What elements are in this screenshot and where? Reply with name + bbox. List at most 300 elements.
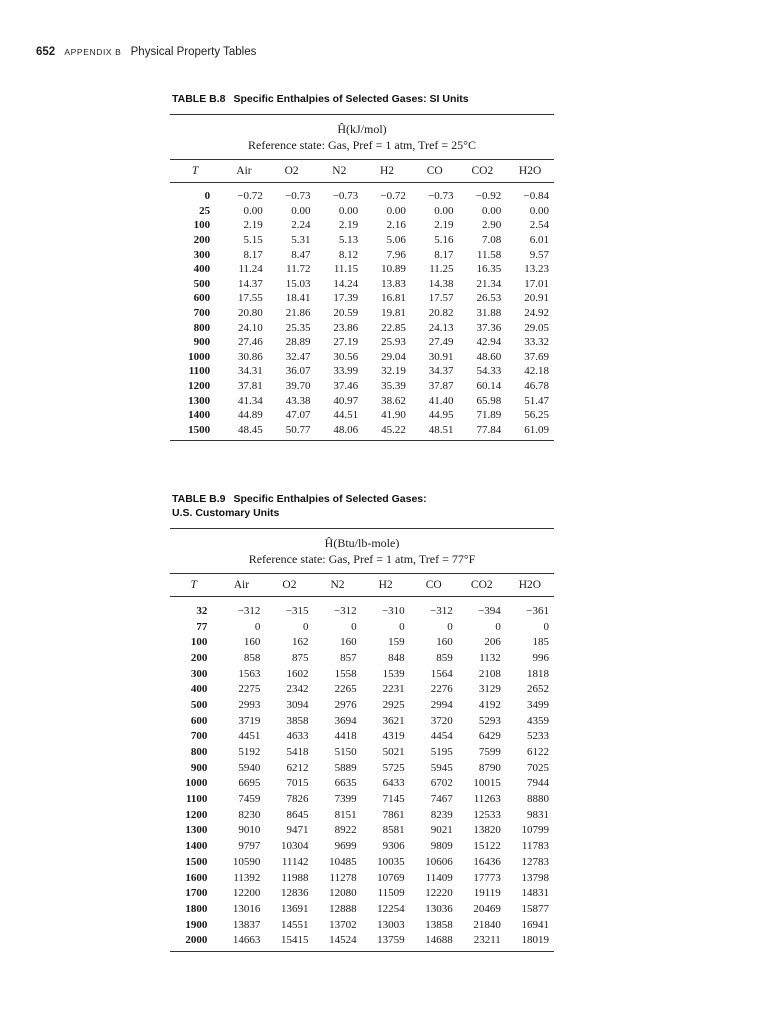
enthalpy-cell: 48.51 [428,423,454,436]
column-header: H2 [378,579,393,591]
temperature-cell: 1700 [185,887,208,900]
enthalpy-cell: −0.73 [428,190,454,203]
enthalpy-cell: 5.31 [291,234,311,247]
enthalpy-cell: 13.83 [381,277,406,290]
table-b9 [170,528,554,952]
enthalpy-cell: 50.77 [285,423,311,436]
enthalpy-cell: −361 [526,604,549,617]
temperature-cell: 1000 [188,350,211,363]
table-row [170,870,554,886]
enthalpy-cell: 37.69 [524,350,549,363]
enthalpy-cell: 5.06 [386,234,406,247]
enthalpy-cell: 33.32 [524,336,549,349]
enthalpy-cell: 40.97 [333,394,359,407]
temperature-cell: 1100 [188,365,211,378]
table-row [170,247,554,262]
enthalpy-cell: 160 [243,636,261,649]
enthalpy-cell: −315 [285,604,309,617]
enthalpy-cell: 7399 [334,793,357,806]
enthalpy-cell: 0 [495,620,501,633]
enthalpy-cell: 46.78 [524,380,549,393]
temperature-cell: 1500 [185,855,208,868]
enthalpy-cell: 7025 [527,761,549,774]
enthalpy-cell: 16436 [473,855,501,868]
enthalpy-cell: 14524 [329,934,357,947]
enthalpy-cell: 4418 [334,730,357,743]
enthalpy-cell: −394 [478,604,501,617]
enthalpy-cell: 34.31 [238,365,263,378]
enthalpy-cell: 1602 [286,667,309,680]
table-row [170,423,554,441]
enthalpy-cell: 65.98 [476,394,502,407]
temperature-cell: 1400 [188,409,211,422]
enthalpy-cell: 159 [388,636,405,649]
enthalpy-cell: 857 [340,651,357,664]
enthalpy-cell: 4451 [238,730,261,743]
enthalpy-cell: 7.08 [481,234,502,247]
enthalpy-cell: 0 [447,620,453,633]
enthalpy-cell: 1564 [430,667,453,680]
enthalpy-cell: 44.51 [333,409,359,422]
enthalpy-cell: 43.38 [285,394,311,407]
enthalpy-cell: 2108 [478,667,501,680]
table-row [170,183,554,204]
enthalpy-cell: 15877 [521,902,549,915]
enthalpy-cell: 33.99 [333,365,359,378]
enthalpy-cell: 3129 [478,683,501,696]
enthalpy-cell: 21.34 [476,277,502,290]
column-header: T [190,579,197,591]
enthalpy-cell: 32.47 [285,350,311,363]
temperature-cell: 1200 [185,808,208,821]
enthalpy-cell: 9306 [382,840,405,853]
temperature-cell: 500 [193,277,211,290]
table-row [170,204,554,219]
table-row [170,335,554,350]
enthalpy-cell: 11.72 [286,263,311,276]
enthalpy-cell: 16941 [521,918,549,931]
enthalpy-cell: 11392 [233,871,261,884]
enthalpy-cell: −312 [333,604,357,617]
enthalpy-cell: 14551 [281,918,309,931]
enthalpy-cell: 26.53 [476,292,502,305]
enthalpy-cell: 13.23 [524,263,549,276]
enthalpy-cell: 77.84 [476,423,502,436]
enthalpy-cell: 12080 [329,887,357,900]
temperature-cell: 600 [193,292,211,305]
enthalpy-cell: 42.94 [476,336,502,349]
enthalpy-cell: 0.00 [338,204,359,217]
enthalpy-cell: 37.46 [333,380,359,393]
enthalpy-cell: 875 [292,651,309,664]
temperature-cell: 1300 [188,394,211,407]
enthalpy-cell: 18019 [521,934,549,947]
table-row [170,838,554,854]
enthalpy-cell: 6212 [286,761,309,774]
enthalpy-cell: 9699 [334,840,357,853]
enthalpy-cell: 25.35 [285,321,311,334]
enthalpy-cell: 2.90 [481,219,502,232]
enthalpy-cell: 41.90 [381,409,406,422]
enthalpy-cell: 4633 [286,730,309,743]
enthalpy-cell: 20.91 [524,292,549,305]
enthalpy-cell: 10485 [329,855,357,868]
enthalpy-cell: 29.04 [381,350,406,363]
temperature-cell: 900 [193,336,211,349]
table-row [170,901,554,917]
enthalpy-cell: 9797 [238,840,261,853]
enthalpy-cell: 5725 [382,761,405,774]
enthalpy-cell: 37.36 [476,321,502,334]
table-b9-reference: Reference state: Gas, Pref = 1 atm, Tref = 77°F [248,552,476,566]
column-header: O2 [282,579,297,591]
temperature-cell: 1600 [185,871,208,884]
column-header: CO2 [470,579,493,591]
enthalpy-cell: 19119 [473,887,501,900]
enthalpy-cell: −0.84 [523,190,549,203]
enthalpy-cell: 24.92 [524,307,549,320]
enthalpy-cell: 14.37 [238,277,263,290]
enthalpy-cell: 160 [340,636,357,649]
enthalpy-cell: 996 [532,651,549,664]
enthalpy-cell: 27.49 [428,336,454,349]
temperature-cell: 600 [190,714,208,727]
enthalpy-cell: 15415 [281,934,309,947]
enthalpy-cell: 48.60 [476,350,502,363]
enthalpy-cell: 8.47 [291,248,311,261]
enthalpy-cell: 17773 [473,871,501,884]
enthalpy-cell: 11.58 [476,248,502,261]
enthalpy-cell: 51.47 [524,394,549,407]
enthalpy-cell: 5889 [334,761,357,774]
enthalpy-cell: 9471 [286,824,309,837]
enthalpy-cell: 1563 [238,667,261,680]
temperature-cell: 1100 [185,793,208,806]
enthalpy-cell: 6635 [334,777,357,790]
enthalpy-cell: 30.91 [428,350,454,363]
enthalpy-cell: 27.19 [333,336,359,349]
enthalpy-cell: 1132 [479,651,501,664]
enthalpy-cell: 13858 [425,918,453,931]
enthalpy-cell: 20.80 [238,307,263,320]
enthalpy-cell: 8.17 [434,248,454,261]
page-number: 652 [36,46,56,58]
enthalpy-cell: 8.12 [338,248,359,261]
enthalpy-cell: 7944 [527,777,549,790]
enthalpy-cell: 1558 [334,667,357,680]
table-b9-grid [170,573,554,951]
column-header: N2 [330,579,345,591]
enthalpy-cell: 10769 [377,871,405,884]
enthalpy-cell: 4359 [527,714,549,727]
enthalpy-cell: 12783 [521,855,549,868]
enthalpy-cell: 859 [436,651,453,664]
table-row [170,854,554,870]
table-b9-body [170,597,554,952]
enthalpy-cell: 54.33 [476,365,502,378]
enthalpy-cell: −0.92 [475,190,502,203]
enthalpy-cell: 11.24 [238,263,263,276]
enthalpy-cell: 5.16 [434,234,454,247]
column-header: H2 [379,165,395,177]
enthalpy-cell: 2976 [334,698,357,711]
enthalpy-cell: 23211 [473,934,501,947]
enthalpy-cell: 32.19 [381,365,406,378]
column-header: Air [233,579,250,591]
enthalpy-cell: 37.81 [238,380,263,393]
table-row [170,823,554,839]
enthalpy-cell: 16.35 [476,263,502,276]
temperature-cell: 1800 [185,902,208,915]
enthalpy-cell: 9831 [527,808,549,821]
enthalpy-cell: 21.86 [285,307,311,320]
enthalpy-cell: 20.59 [333,307,359,320]
enthalpy-cell: 4454 [430,730,453,743]
table-row [170,729,554,745]
enthalpy-cell: 56.25 [524,409,549,422]
enthalpy-cell: 6695 [238,777,261,790]
enthalpy-cell: 2.16 [386,219,406,232]
page-header [36,46,256,58]
enthalpy-cell: 15.03 [285,277,311,290]
column-header: T [191,165,199,177]
enthalpy-cell: 27.46 [238,336,263,349]
enthalpy-cell: 0 [351,620,357,633]
table-row [170,932,554,951]
enthalpy-cell: 10799 [521,824,549,837]
enthalpy-cell: 12836 [281,887,309,900]
enthalpy-cell: 12254 [377,902,405,915]
enthalpy-cell: −310 [381,604,405,617]
enthalpy-cell: 10035 [377,855,405,868]
enthalpy-cell: 60.14 [476,380,502,393]
table-b9-unit: Ĥ(Btu/lb-mole) [324,536,400,550]
table-row [170,713,554,729]
table-row [170,306,554,321]
enthalpy-cell: 4319 [382,730,405,743]
enthalpy-cell: 0.00 [386,204,406,217]
temperature-cell: 25 [199,204,211,217]
enthalpy-cell: 45.22 [381,423,406,436]
enthalpy-cell: 3719 [238,714,261,727]
enthalpy-cell: 10015 [473,777,501,790]
enthalpy-cell: 7826 [286,793,309,806]
enthalpy-cell: 48.45 [238,423,263,436]
enthalpy-cell: 206 [484,636,501,649]
table-row [170,393,554,408]
enthalpy-cell: 2.19 [434,219,454,232]
enthalpy-cell: −0.73 [332,190,359,203]
enthalpy-cell: 11.25 [429,263,454,276]
enthalpy-cell: 2275 [238,683,261,696]
enthalpy-cell: 13016 [232,902,261,915]
temperature-cell: 1400 [185,840,208,853]
enthalpy-cell: 0.00 [434,204,454,217]
enthalpy-cell: 7467 [430,793,453,806]
enthalpy-cell: 12220 [425,887,453,900]
enthalpy-cell: 14.24 [333,277,359,290]
temperature-cell: 100 [190,636,208,649]
enthalpy-cell: 2.19 [338,219,359,232]
enthalpy-cell: 5.13 [338,234,359,247]
enthalpy-cell: −312 [237,604,261,617]
enthalpy-cell: 8790 [478,761,501,774]
table-row [170,364,554,379]
enthalpy-cell: 42.18 [524,365,549,378]
table-row [170,776,554,792]
section-title: Physical Property Tables [130,46,257,58]
temperature-cell: 32 [196,604,208,617]
enthalpy-cell: 7145 [382,793,405,806]
enthalpy-cell: 858 [243,651,261,664]
enthalpy-cell: −0.72 [380,190,406,203]
table-row [170,262,554,277]
enthalpy-cell: 9809 [430,840,453,853]
enthalpy-cell: 160 [436,636,453,649]
table-row [170,760,554,776]
enthalpy-cell: 17.39 [333,292,359,305]
enthalpy-cell: 0 [254,620,261,633]
enthalpy-cell: 2.19 [243,219,263,232]
table-b9-header-row [170,574,554,597]
enthalpy-cell: −0.72 [237,190,263,203]
enthalpy-cell: 17.57 [428,292,454,305]
enthalpy-cell: 2.24 [291,219,311,232]
temperature-cell: 1500 [188,423,211,436]
enthalpy-cell: −312 [430,604,453,617]
enthalpy-cell: 848 [388,651,405,664]
table-row [170,408,554,423]
enthalpy-cell: 30.86 [238,350,263,363]
temperature-cell: 800 [190,746,208,759]
enthalpy-cell: 17.01 [524,277,549,290]
enthalpy-cell: 3720 [430,714,453,727]
enthalpy-cell: 35.39 [381,380,406,393]
enthalpy-cell: 14663 [232,934,261,947]
enthalpy-cell: 8230 [238,808,261,821]
temperature-cell: 0 [204,190,211,203]
column-header: O2 [284,165,299,177]
enthalpy-cell: 30.56 [333,350,359,363]
enthalpy-cell: 3694 [334,714,357,727]
enthalpy-cell: 7459 [238,793,261,806]
enthalpy-cell: 8645 [286,808,309,821]
enthalpy-cell: 1818 [527,667,549,680]
enthalpy-cell: 2994 [430,698,453,711]
table-b9-caption [172,492,427,520]
enthalpy-cell: 21840 [473,918,501,931]
table-row [170,666,554,682]
enthalpy-cell: 11263 [473,793,501,806]
enthalpy-cell: 5418 [286,746,309,759]
enthalpy-cell: 5293 [478,714,501,727]
enthalpy-cell: 5945 [430,761,453,774]
enthalpy-cell: 1539 [382,667,405,680]
temperature-cell: 1200 [188,380,211,393]
enthalpy-cell: 12200 [232,887,261,900]
temperature-cell: 400 [193,263,211,276]
temperature-cell: 200 [193,234,211,247]
temperature-cell: 2000 [185,934,208,947]
table-b8-header-row [170,160,554,183]
temperature-cell: 400 [190,683,208,696]
enthalpy-cell: 11142 [281,855,309,868]
enthalpy-cell: 34.37 [428,365,454,378]
table-row [170,807,554,823]
enthalpy-cell: 0 [303,620,309,633]
enthalpy-cell: 7.96 [386,248,406,261]
enthalpy-cell: 31.88 [476,307,502,320]
enthalpy-cell: 10304 [281,840,309,853]
temperature-cell: 77 [196,620,208,633]
table-row [170,291,554,306]
enthalpy-cell: 12533 [473,808,501,821]
enthalpy-cell: 61.09 [524,423,549,436]
enthalpy-cell: 5195 [430,746,453,759]
table-b8-unit: Ĥ(kJ/mol) [337,122,387,136]
enthalpy-cell: 0.00 [481,204,502,217]
enthalpy-cell: 5233 [527,730,549,743]
temperature-cell: 100 [193,219,211,232]
column-header: CO [425,579,442,591]
table-b8-reference: Reference state: Gas, Pref = 1 atm, Tref = 25°C [248,138,476,152]
table-row [170,320,554,335]
enthalpy-cell: 41.40 [428,394,454,407]
enthalpy-cell: 2993 [238,698,261,711]
enthalpy-cell: 13820 [473,824,501,837]
enthalpy-cell: 162 [292,636,309,649]
enthalpy-cell: 24.10 [238,321,263,334]
enthalpy-cell: 6702 [430,777,453,790]
enthalpy-cell: −0.73 [285,190,311,203]
enthalpy-cell: 12888 [329,902,357,915]
table-row [170,634,554,650]
column-header: Air [236,165,252,177]
enthalpy-cell: 5150 [334,746,357,759]
enthalpy-cell: 2276 [430,683,453,696]
enthalpy-cell: 13702 [329,918,357,931]
enthalpy-cell: 19.81 [381,307,406,320]
enthalpy-cell: 9010 [238,824,261,837]
enthalpy-cell: 5192 [238,746,261,759]
enthalpy-cell: 25.93 [381,336,406,349]
enthalpy-cell: 3858 [286,714,309,727]
enthalpy-cell: 7861 [382,808,405,821]
temperature-cell: 800 [193,321,211,334]
enthalpy-cell: 6.01 [529,234,549,247]
enthalpy-cell: 0.00 [529,204,549,217]
enthalpy-cell: 11509 [377,887,405,900]
enthalpy-cell: 14688 [425,934,453,947]
enthalpy-cell: 7599 [478,746,501,759]
enthalpy-cell: 13691 [281,902,309,915]
temperature-cell: 700 [193,307,211,320]
enthalpy-cell: 13798 [521,871,549,884]
temperature-cell: 300 [190,667,208,680]
enthalpy-cell: 13759 [377,934,405,947]
table-row [170,619,554,635]
temperature-cell: 300 [193,248,211,261]
table-row [170,744,554,760]
enthalpy-cell: 16.81 [381,292,406,305]
table-row [170,350,554,365]
table-b9-title: Specific Enthalpies of Selected Gases: [233,493,427,505]
enthalpy-cell: 0 [543,620,549,633]
enthalpy-cell: 8581 [382,824,405,837]
appendix-label: APPENDIX B [64,47,122,57]
table-b8-grid [170,159,554,440]
table-row [170,597,554,619]
